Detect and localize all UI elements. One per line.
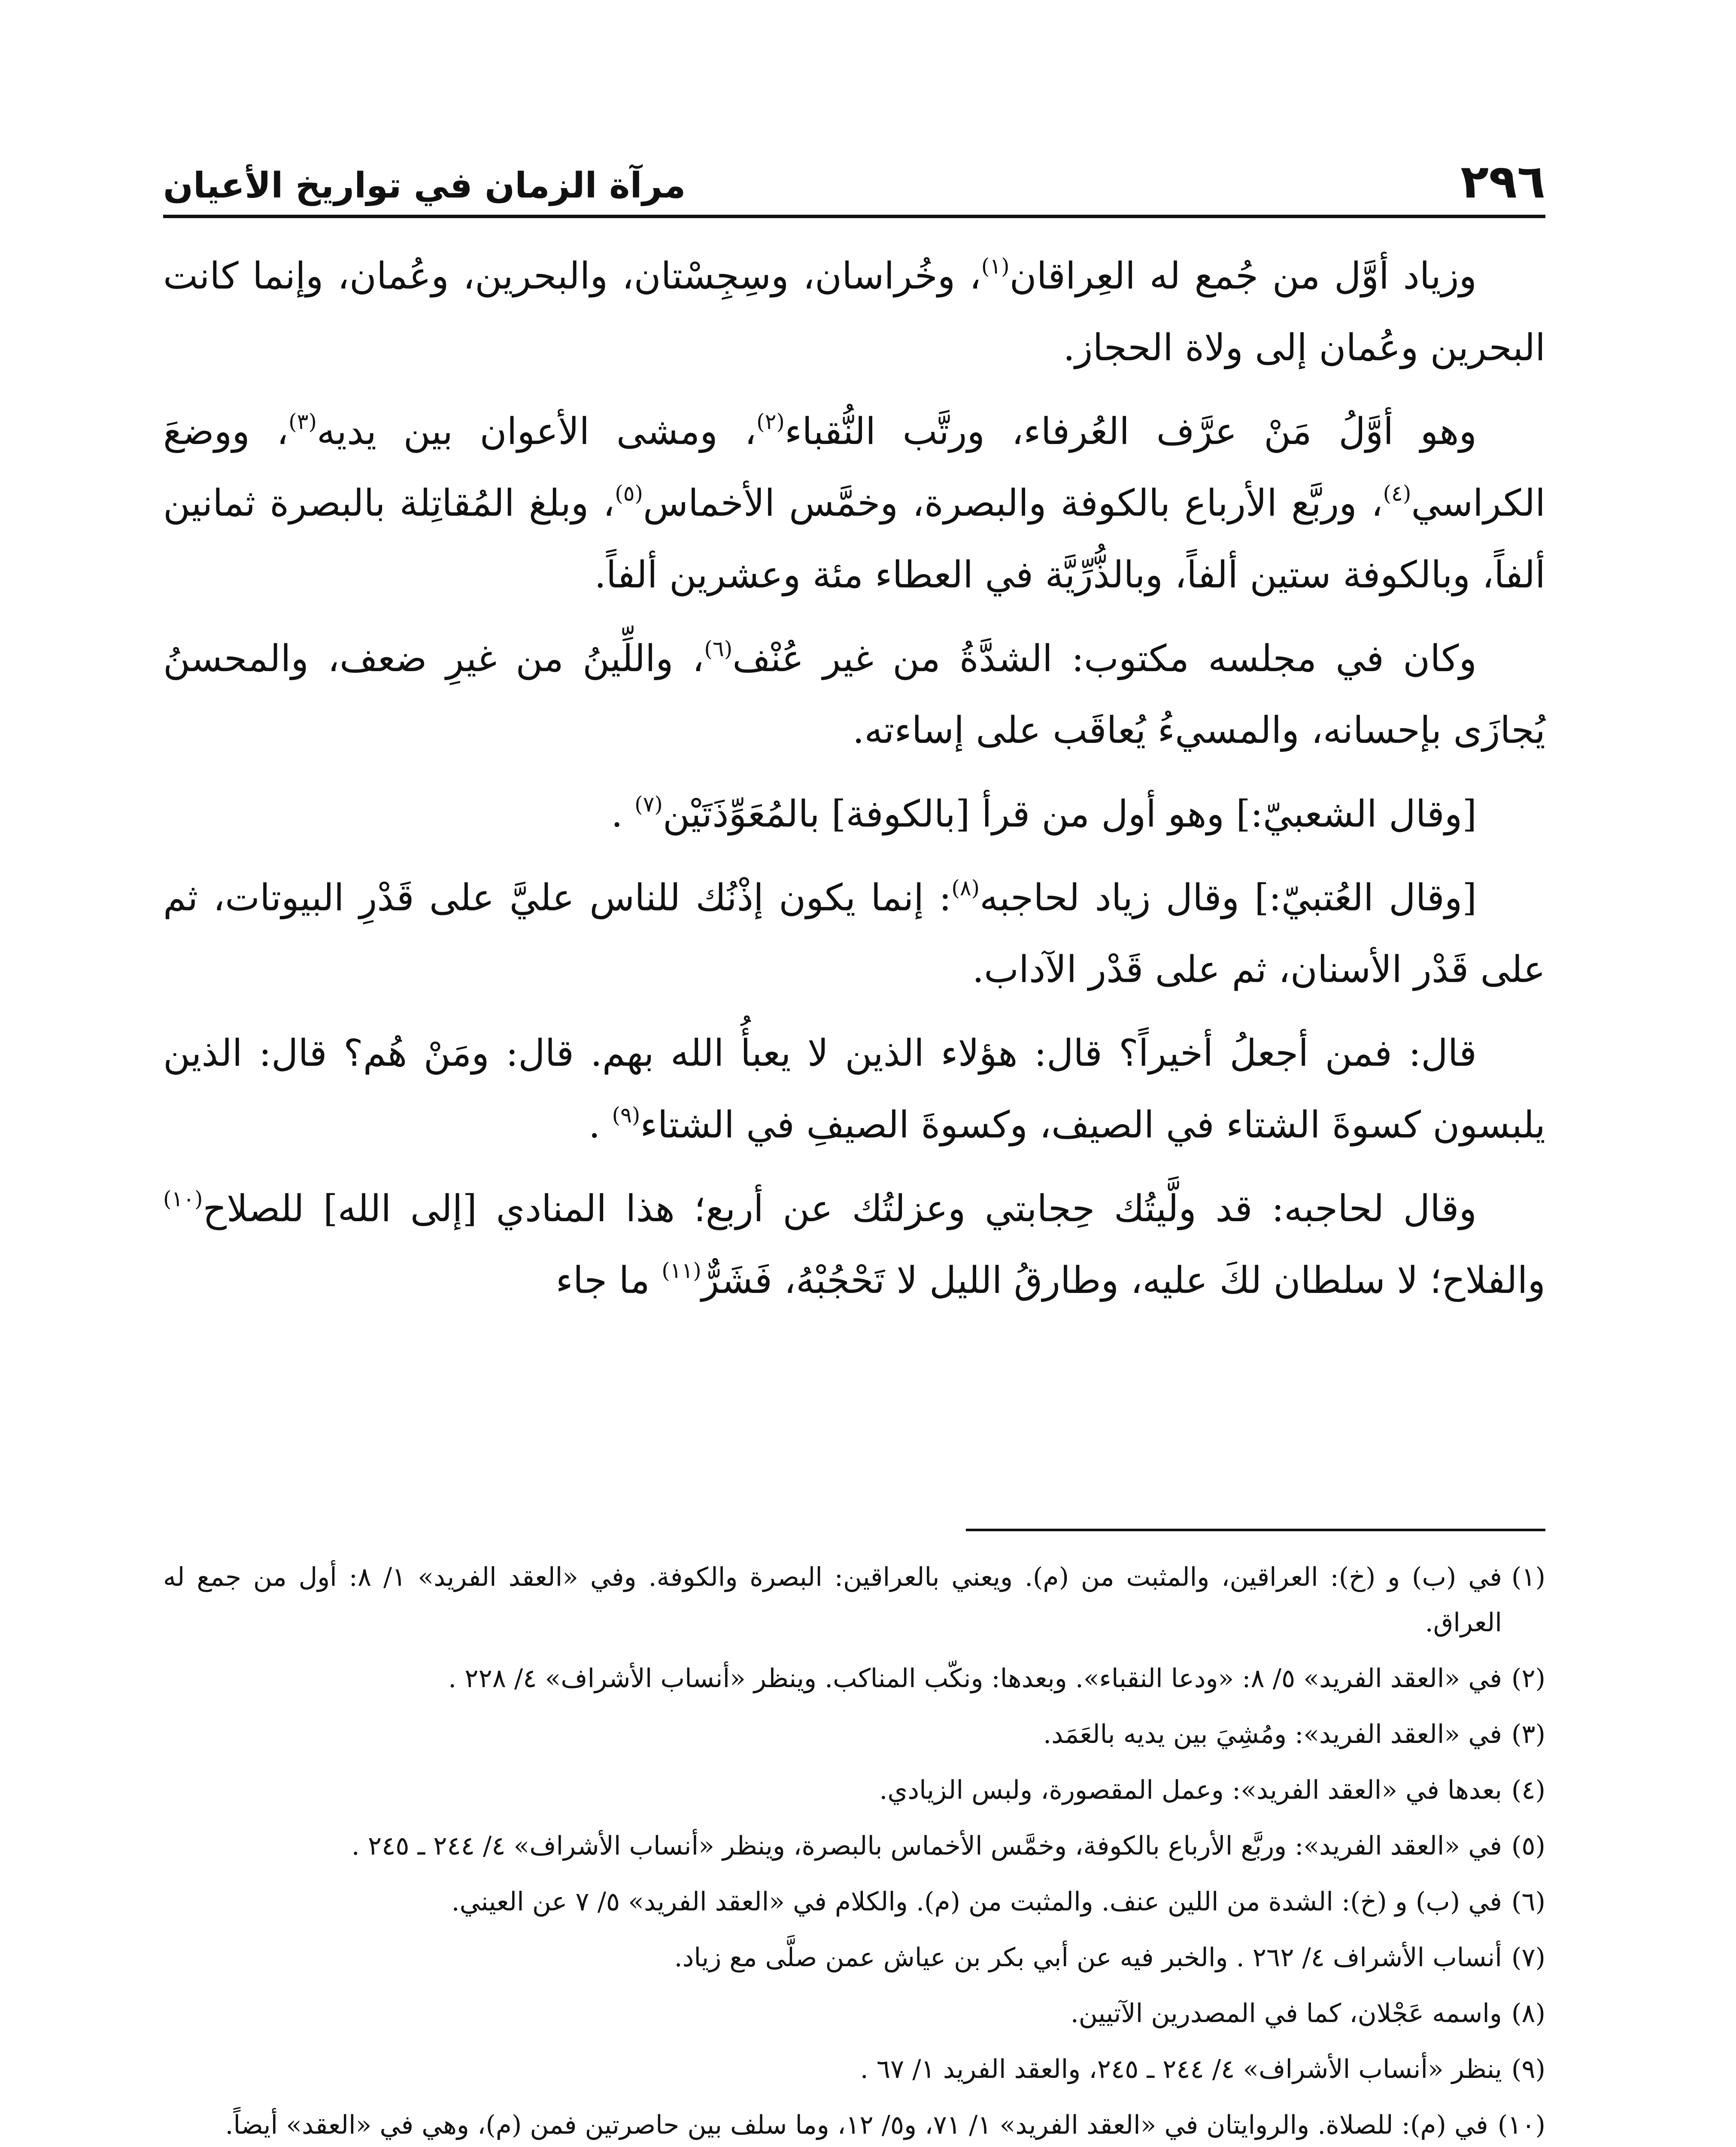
text-run: : إنما يكون إذْنُك للناس عليَّ على قَدْرِ البيوتات، ثم على قَدْر الأسنان، ثم على قَدْر الآداب. [163,876,1545,991]
text-run: . [611,793,635,836]
footnote-text: في «العقد الفريد» ٥/ ٨: «ودعا النقباء». وبعدها: ونكّب المناكب. وينظر «أنساب الأشراف» ٤/ ٢٢٨ . [448,1663,1502,1694]
text-run: ، وربَّع الأرباع بالكوفة والبصرة، وخمَّس الأخماس [643,482,1383,525]
footnotes [163,1554,1545,2147]
footnote-text: في «العقد الفريد»: ومُشِيَ بين يديه بالعَمَد. [1043,1719,1502,1749]
text-run: وزياد أوَّل من جُمع له العِراقان [1009,255,1477,298]
footnote-number: (٤) [1511,1775,1545,1805]
footnote [163,1554,1545,1645]
page-number: ٢٩٦ [1460,155,1545,209]
text-run: ، واللِّينُ من غيرِ ضعف، والمحسنُ يُجازَى بإحسانه، والمسيءُ يُعاقَب على إساءته. [163,637,1545,752]
footnote-separator [966,1529,1545,1531]
text-run: ، وبلغ المُقاتِلة بالبصرة ثمانين ألفاً، وبالكوفة ستين ألفاً، وبالذُّرِّيَّة في العطاء مئة وعشرين ألفاً. [163,482,1545,596]
text-run: ، ووضعَ الكراسي [163,410,1545,525]
footnote-ref: (٢) [756,409,785,435]
footnote-number: (٨) [1511,1998,1545,2028]
footnote-ref: (٤) [1383,481,1411,506]
footnote-number: (٣) [1511,1719,1545,1749]
footnote-number: (٢) [1511,1663,1545,1694]
text-run: وكان في مجلسه مكتوب: الشدَّةُ من غير عُنْف [732,637,1477,680]
paragraph [163,240,1545,384]
paragraph [163,623,1545,766]
footnote-ref: (٦) [704,636,733,662]
footnote-number: (٥) [1511,1831,1545,1861]
footnote [163,1767,1545,1813]
footnote-ref: (٨) [951,876,980,901]
paragraph [163,862,1545,1006]
footnote-number: (٩) [1511,2054,1545,2084]
footnote-ref: (٧) [634,792,663,817]
footnote-ref: (٣) [288,409,317,435]
paragraph [163,396,1545,611]
text-run: ما جاء [555,1259,662,1302]
footnote [163,2102,1545,2147]
text-run: ، وخُراسان، وسِجِسْتان، والبحرين، وعُمان، وإنما كانت البحرين وعُمان إلى ولاة الحجاز. [163,255,1545,369]
footnote-text: في (ب) و (خ): العراقين، والمثبت من (م). ويعني بالعراقين: البصرة والكوفة. وفي «العقد الفريد» ١/ ٨: أول من جمع له العراق. [163,1562,1502,1638]
paragraph [163,1018,1545,1161]
footnote-number: (٧) [1511,1943,1545,1973]
footnote-text: واسمه عَجْلان، كما في المصدرين الآتيين. [1070,1998,1502,2028]
footnote-text: في (ب) و (خ): الشدة من اللين عنف. والمثبت من (م). والكلام في «العقد الفريد» ٥/ ٧ عن العيني. [451,1887,1502,1917]
running-title: مرآة الزمان في تواريخ الأعيان [163,165,686,206]
text-run: قال: فمن أجعلُ أخيراً؟ قال: هؤلاء الذين لا يعبأُ الله بهم. قال: ومَنْ هُم؟ قال: الذين يلبسون كسوةَ الشتاء في الصيف، وكسوةَ الصيفِ في الشتاء [163,1032,1545,1146]
footnote-text: أنساب الأشراف ٤/ ٢٦٢ . والخبر فيه عن أبي بكر بن عياش عمن صلَّى مع زياد. [674,1943,1502,1973]
text-run: ، ومشى الأعوان بين يديه [316,410,757,453]
text-run: وهو أوَّلُ مَنْ عرَّف العُرفاء، ورتَّب النُّقباء [784,410,1477,453]
footnote-ref: (٩) [612,1103,640,1128]
paragraph [163,779,1545,850]
footnote-text: بعدها في «العقد الفريد»: وعمل المقصورة، ولبس الزيادي. [879,1775,1502,1805]
footnote-text: في (م): للصلاة. والروايتان في «العقد الفريد» ١/ ٧١، و٥/ ١٢، وما سلف بين حاصرتين فمن (م)، وهي في «العقد» أيضاً. [225,2110,1488,2140]
footnote-number: (٦) [1511,1887,1545,1917]
footnote-text: ينظر «أنساب الأشراف» ٤/ ٢٤٤ ـ ٢٤٥، والعقد الفريد ١/ ٦٧ . [860,2054,1502,2084]
footnote-number: (١) [1511,1562,1545,1592]
text-run: [وقال الشعبيّ:] وهو أول من قرأ [بالكوفة] بالمُعَوِّذَتَيْن [662,793,1477,836]
footnote [163,1656,1545,1701]
text-run: والفلاح؛ لا سلطان لكَ عليه، وطارقُ الليل لا تَحْجُبْهُ، فَشَرٌّ [701,1259,1545,1302]
footnote [163,1991,1545,2036]
main-text [163,240,1545,1329]
text-run: [وقال العُتبيّ:] وقال زياد لحاجبه [980,876,1477,919]
footnote [163,2047,1545,2092]
footnote [163,1712,1545,1757]
footnote-ref: (٥) [615,481,643,506]
page-header [163,129,1545,215]
footnote [163,1935,1545,1980]
footnote-text: في «العقد الفريد»: وربَّع الأرباع بالكوفة، وخمَّس الأخماس بالبصرة، وينظر «أنساب الأشراف» ٤/ ٢٤٤ ـ ٢٤٥ . [351,1831,1502,1861]
footnote-ref: (١١) [662,1258,701,1283]
text-run: . [588,1104,612,1146]
footnote [163,1879,1545,1925]
footnote-ref: (١٠) [163,1186,203,1212]
footnote [163,1823,1545,1869]
paragraph [163,1173,1545,1317]
footnote-ref: (١) [981,254,1010,279]
text-run: وقال لحاجبه: قد ولَّيتُك حِجابتي وعزلتُك عن أربع؛ هذا المنادي [إلى الله] للصلاح [203,1187,1477,1230]
footnote-number: (١٠) [1497,2110,1545,2140]
header-rule [163,215,1545,218]
